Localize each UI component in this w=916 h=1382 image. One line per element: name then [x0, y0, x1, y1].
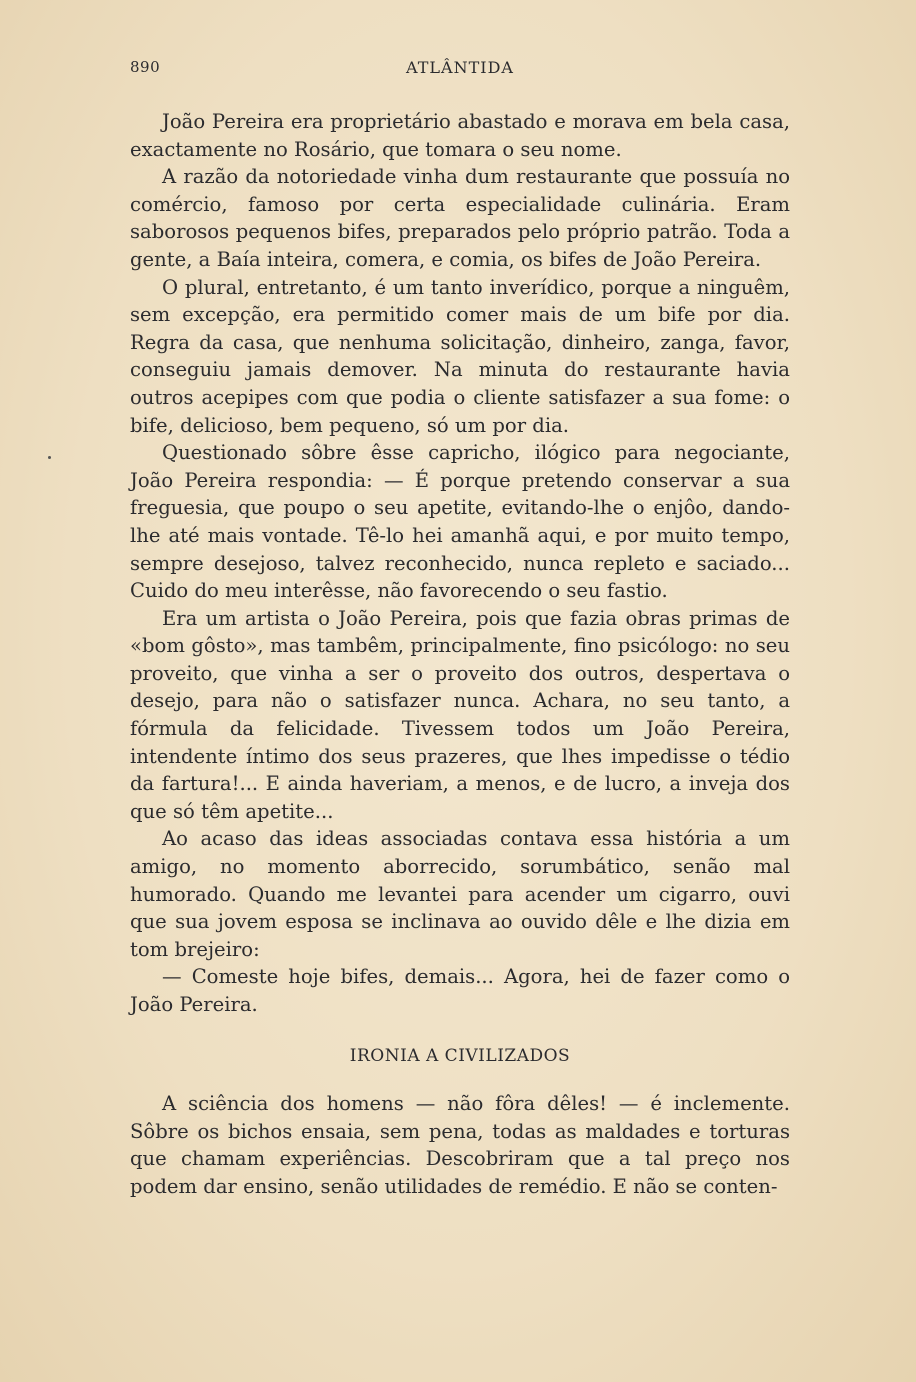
paragraph-7: — Comeste hoje bifes, demais... Agora, hei de fazer como o João Pereira.	[130, 965, 790, 1016]
section-paragraph-1: A sciência dos homens — não fôra dêles! — é inclemente. Sôbre os bichos ensaia, sem pena, todas as maldades e torturas que chamam experiências. Descobriram que a tal preço nos podem dar ensino, senão utilidades de remédio. E não se conten-	[130, 1092, 790, 1198]
paragraph-3: O plural, entretanto, é um tanto inverídico, porque a ninguêm, sem excepção, era permitido comer mais de um bife por dia. Regra da casa, que nenhuma solicitação, dinheiro, zanga, favor, conseguiu jamais demover. Na minuta do restaurante havia outros acepipes com que podia o cliente satisfazer a sua fome: o bife, delicioso, bem pequeno, só um por dia.	[130, 275, 790, 437]
section-title: IRONIA A CIVILIZADOS	[349, 1045, 571, 1066]
paragraph-6: Ao acaso das ideas associadas contava essa história a um amigo, no momento aborrecido, sorumbático, senão mal humorado. Quando me levantei para acender um cigarro, ouvi que sua jovem esposa se inclinava ao ouvido dêle e lhe dizia em tom brejeiro:	[130, 827, 790, 961]
page-header	[130, 58, 790, 82]
paragraph-2: A razão da notoriedade vinha dum restaurante que possuía no comércio, famoso por certa especialidade culinária. Eram saborosos pequenos bifes, preparados pelo próprio patrão. Toda a gente, a Baía inteira, comera, e comia, os bifes de João Pereira.	[130, 165, 790, 271]
body-text	[130, 108, 790, 1201]
page-number: 890	[130, 58, 161, 76]
paragraph-5: Era um artista o João Pereira, pois que fazia obras primas de «bom gôsto», mas tambêm, principalmente, fino psicólogo: no seu proveito, que vinha a ser o proveito dos outros, despertava o desejo, para não o satisfazer nunca. Achara, no seu tanto, a fórmula da felicidade. Tivessem todos um João Pereira, intendente íntimo dos seus prazeres, que lhes impedisse o tédio da fartura!... E ainda haveriam, a menos, e de lucro, a inveja dos que só têm apetite...	[130, 606, 790, 823]
paragraph-4: Questionado sôbre êsse capricho, ilógico para negociante, João Pereira respondia: — É porque pretendo conservar a sua freguesia, que poupo o seu apetite, evitando-lhe o enjôo, dando-lhe até mais vontade. Tê-lo hei amanhã aqui, e por muito tempo, sempre desejoso, talvez reconhecido, nunca repleto e saciado... Cuido do meu interêsse, não favorecendo o seu fastio.	[130, 441, 790, 603]
paragraph-1: João Pereira era proprietário abastado e morava em bela casa, exactamente no Rosário, que tomara o seu nome.	[130, 110, 790, 161]
margin-speck	[48, 456, 51, 459]
running-title: ATLÂNTIDA	[406, 58, 514, 77]
